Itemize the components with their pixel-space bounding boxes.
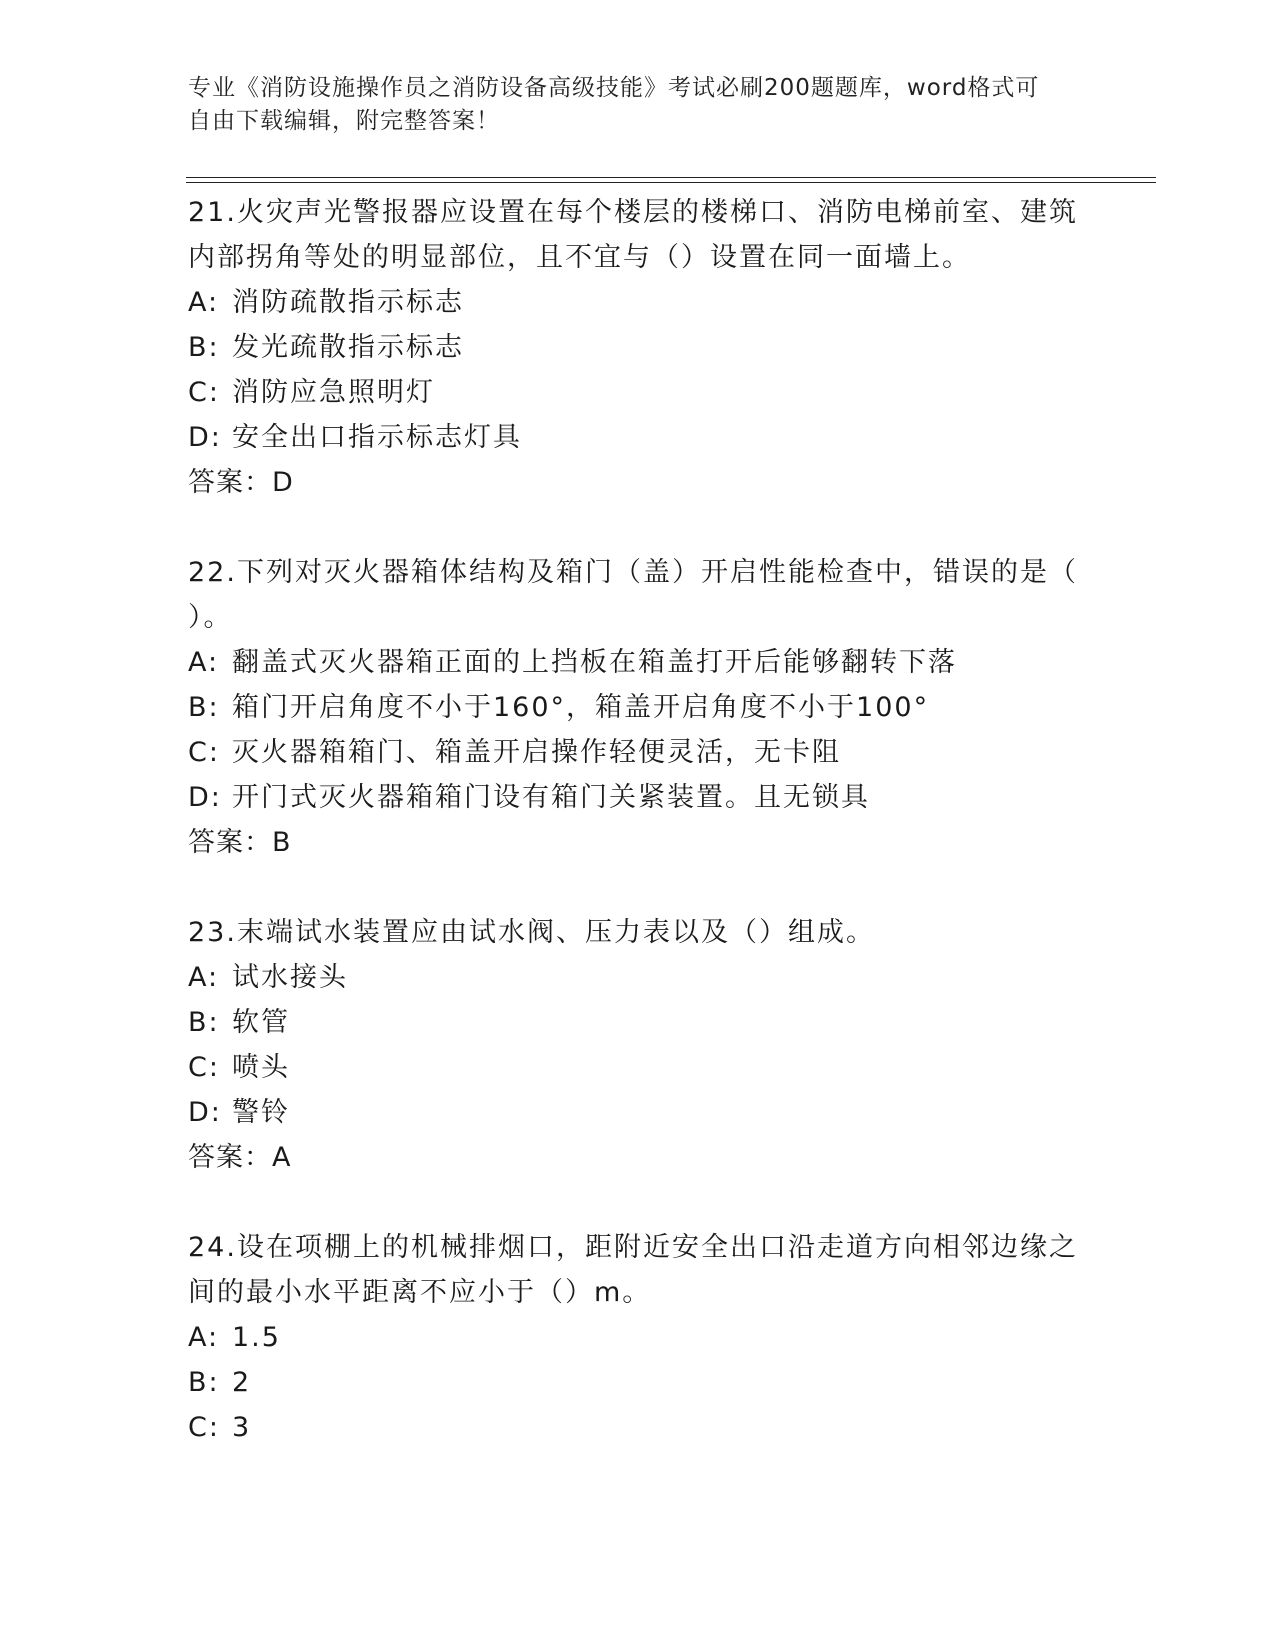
option-text: 消防应急照明灯 [232,377,435,408]
option-key: A: [188,962,220,993]
question-23 [188,910,1088,1180]
option-d [188,415,1088,460]
option-a [188,955,1088,1000]
header-rule-bottom [186,182,1156,183]
option-key: B: [188,1007,220,1038]
spacer [188,1180,1088,1225]
question-24 [188,1225,1088,1450]
header-rule-top [186,177,1156,178]
option-key: D: [188,1097,222,1128]
option-b [188,685,1088,730]
option-a [188,280,1088,325]
option-text: 翻盖式灭火器箱正面的上挡板在箱盖打开后能够翻转下落 [232,647,957,678]
option-key: B: [188,1367,220,1398]
option-text: 2 [232,1367,252,1398]
question-list [188,190,1088,1450]
option-a [188,1315,1088,1360]
answer-line: 答案：B [188,827,292,858]
option-text: 灭火器箱箱门、箱盖开启操作轻便灵活，无卡阻 [232,737,841,768]
header-line-2: 自由下载编辑，附完整答案！ [188,108,500,134]
option-b [188,1000,1088,1045]
answer-line: 答案：D [188,467,294,498]
document-header [188,72,1068,138]
question-stem-line: 22.下列对灭火器箱体结构及箱门（盖）开启性能检查中，错误的是（ [188,557,1078,588]
question-22 [188,550,1088,865]
option-text: 喷头 [232,1052,290,1083]
question-21 [188,190,1088,505]
option-text: 试水接头 [232,962,348,993]
spacer [188,865,1088,910]
option-text: 消防疏散指示标志 [232,287,464,318]
option-c [188,1405,1088,1450]
option-key: C: [188,1412,220,1443]
option-b [188,325,1088,370]
answer-line: 答案：A [188,1142,292,1173]
option-text: 软管 [232,1007,290,1038]
question-stem-line: 间的最小水平距离不应小于（）m。 [188,1277,652,1308]
option-key: C: [188,1052,220,1083]
question-stem-line: ）。 [188,602,233,633]
option-key: D: [188,782,222,813]
question-stem-line: 21.火灾声光警报器应设置在每个楼层的楼梯口、消防电梯前室、建筑 [188,197,1078,228]
option-a [188,640,1088,685]
option-text: 警铃 [232,1097,290,1128]
option-c [188,730,1088,775]
option-c [188,1045,1088,1090]
option-key: A: [188,1322,220,1353]
option-text: 1.5 [232,1322,281,1353]
option-d [188,775,1088,820]
header-line-1: 专业《消防设施操作员之消防设备高级技能》考试必刷200题题库，word格式可 [188,75,1040,101]
option-key: C: [188,737,220,768]
option-text: 箱门开启角度不小于160°，箱盖开启角度不小于100° [232,692,930,723]
option-b [188,1360,1088,1405]
option-text: 发光疏散指示标志 [232,332,464,363]
option-text: 3 [232,1412,252,1443]
option-key: B: [188,692,220,723]
option-text: 安全出口指示标志灯具 [232,422,522,453]
option-text: 开门式灭火器箱箱门设有箱门关紧装置。且无锁具 [232,782,870,813]
option-key: A: [188,647,220,678]
option-key: A: [188,287,220,318]
question-stem-line: 23.末端试水装置应由试水阀、压力表以及（）组成。 [188,917,875,948]
option-key: B: [188,332,220,363]
question-stem-line: 内部拐角等处的明显部位，且不宜与（）设置在同一面墙上。 [188,242,971,273]
option-c [188,370,1088,415]
option-d [188,1090,1088,1135]
option-key: C: [188,377,220,408]
option-key: D: [188,422,222,453]
spacer [188,505,1088,550]
question-stem-line: 24.设在项棚上的机械排烟口，距附近安全出口沿走道方向相邻边缘之 [188,1232,1078,1263]
